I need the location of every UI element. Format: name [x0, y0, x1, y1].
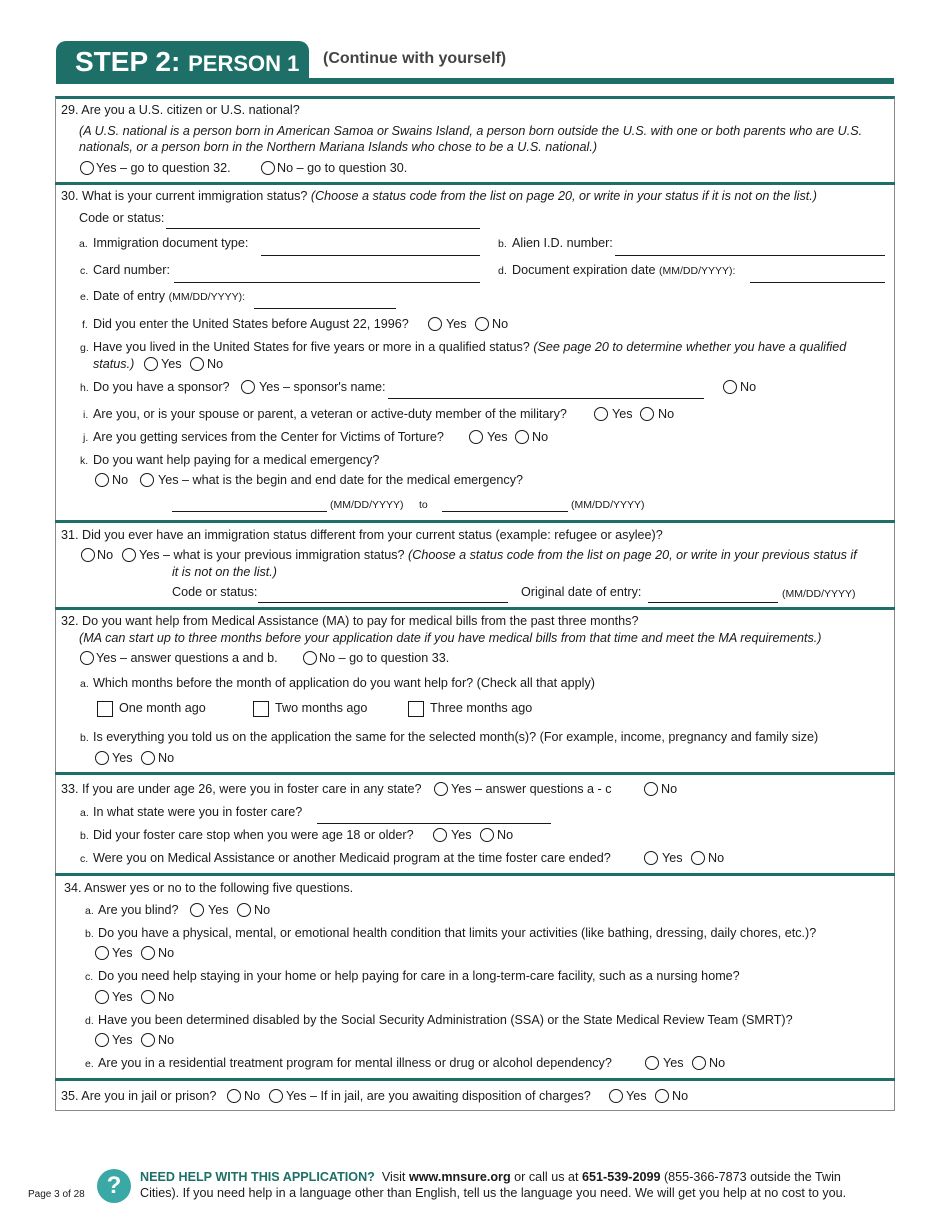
q33-c-letter: c. — [80, 853, 89, 865]
q30-j-label: Are you getting services from the Center for Victims of Torture? — [93, 430, 444, 444]
q30-j-yes-label: Yes — [487, 430, 508, 444]
q32-b-yes-radio[interactable] — [95, 751, 109, 765]
q29-no-label: No – go to question 30. — [277, 161, 408, 175]
q30-k-yes-label: Yes – what is the begin and end date for the medical emergency? — [158, 473, 523, 487]
q30-h-no-radio[interactable] — [723, 380, 737, 394]
help-line-1: NEED HELP WITH THIS APPLICATION? Visit www.mnsure.org or call us at 651-539-2099 (855-366-7873 outside the Twin — [140, 1170, 841, 1184]
help-line-2: Cities). If you need help in a language other than English, tell us the language you need. We will get you help at no cost to you. — [140, 1186, 847, 1200]
section-divider — [55, 520, 895, 523]
q34-a-no-label: No — [254, 903, 271, 917]
q32-two-months-label: Two months ago — [275, 701, 368, 715]
q33-yes-radio[interactable] — [434, 782, 448, 796]
q30-code-label: Code or status: — [79, 211, 165, 225]
q34-b-letter: b. — [85, 928, 94, 940]
q30-i-label: Are you, or is your spouse or parent, a veteran or active-duty member of the military? — [93, 407, 567, 421]
mnsure-link[interactable]: www.mnsure.org — [408, 1170, 511, 1184]
q30-g-note-2: status.) — [93, 357, 135, 371]
q30-g-no-label: No — [207, 357, 224, 371]
q29-question: 29. Are you a U.S. citizen or U.S. national? — [61, 103, 300, 117]
q30-f-yes-label: Yes — [446, 317, 467, 331]
q30-f-no-label: No — [492, 317, 509, 331]
q34-e-yes-label: Yes — [663, 1056, 684, 1070]
q31-code-label: Code or status: — [172, 585, 258, 599]
q34-a-letter: a. — [85, 905, 94, 917]
q30-h-letter: h. — [80, 382, 89, 394]
q33-b-label: Did your foster care stop when you were age 18 or older? — [93, 828, 414, 842]
header-subtitle: (Continue with yourself) — [323, 50, 507, 67]
q32-note: (MA can start up to three months before your application date if you have medical bills from that time and meet the MA requirements.) — [79, 631, 822, 645]
q30-c-letter: c. — [80, 265, 89, 277]
q32-b-label: Is everything you told us on the application the same for the selected month(s)? (For example, income, pregnancy and family size) — [93, 730, 819, 744]
q33-c-label: Were you on Medical Assistance or another Medicaid program at the time foster care ended? — [93, 851, 611, 865]
q34-e-no-radio[interactable] — [692, 1056, 706, 1070]
q31-entry-format: (MM/DD/YYYY) — [782, 588, 856, 600]
q30-entry-date-field[interactable] — [254, 308, 396, 309]
q29-no-radio[interactable] — [261, 161, 275, 175]
q35-yes-label: Yes – If in jail, are you awaiting disposition of charges? — [286, 1089, 591, 1103]
q30-h-label: Do you have a sponsor? — [93, 380, 230, 394]
q33-b-yes-radio[interactable] — [433, 828, 447, 842]
q29-note-1: (A U.S. national is a person born in American Samoa or Swains Island, a person born outside the U.S. with one or both parents who are U.S. — [79, 124, 863, 138]
q30-g-letter: g. — [80, 342, 89, 354]
q30-k-no-radio[interactable] — [95, 473, 109, 487]
q35-jail-no-radio[interactable] — [655, 1089, 669, 1103]
q34-b-no-radio[interactable] — [141, 946, 155, 960]
q32-b-no-label: No — [158, 751, 175, 765]
q35-question: 35. Are you in jail or prison? — [61, 1089, 217, 1103]
q33-c-yes-radio[interactable] — [644, 851, 658, 865]
q30-k-end-date-field[interactable] — [442, 511, 568, 512]
q30-d-letter: d. — [498, 265, 507, 277]
q30-h-yes-radio[interactable] — [241, 380, 255, 394]
q32-a-label: Which months before the month of application do you want help for? (Check all that apply) — [93, 676, 595, 690]
q33-a-letter: a. — [80, 807, 89, 819]
q32-question: 32. Do you want help from Medical Assistance (MA) to pay for medical bills from the past three months? — [61, 614, 639, 628]
q31-entry-label: Original date of entry: — [521, 585, 642, 599]
q34-e-letter: e. — [85, 1058, 94, 1070]
q34-c-yes-label: Yes — [112, 990, 133, 1004]
q30-f-no-radio[interactable] — [475, 317, 489, 331]
q34-a-yes-radio[interactable] — [190, 903, 204, 917]
section-divider — [55, 873, 895, 876]
q30-b-letter: b. — [498, 238, 507, 250]
q30-f-letter: f. — [82, 319, 88, 331]
q32-yes-label: Yes – answer questions a and b. — [96, 651, 278, 665]
q30-c-label: Card number: — [93, 263, 170, 277]
q34-c-letter: c. — [85, 971, 94, 983]
q29-yes-radio[interactable] — [80, 161, 94, 175]
q32-a-letter: a. — [80, 678, 89, 690]
q32-b-yes-label: Yes — [112, 751, 133, 765]
q34-d-label: Have you been determined disabled by the Social Security Administration (SSA) or the State Medical Review Team (SMRT)? — [98, 1013, 793, 1027]
q31-entry-date-field[interactable] — [648, 602, 778, 603]
q35-yes-radio[interactable] — [269, 1089, 283, 1103]
q33-c-yes-label: Yes — [662, 851, 683, 865]
q34-e-label: Are you in a residential treatment program for mental illness or drug or alcohol dependency? — [98, 1056, 612, 1070]
q35-no-label: No — [244, 1089, 261, 1103]
q33-b-no-radio[interactable] — [480, 828, 494, 842]
q34-d-yes-label: Yes — [112, 1033, 133, 1047]
q30-d-label: Document expiration date (MM/DD/YYYY): — [512, 263, 736, 277]
q33-question: 33. If you are under age 26, were you in foster care in any state? — [61, 782, 422, 796]
q30-j-yes-radio[interactable] — [469, 430, 483, 444]
q30-h-no-label: No — [740, 380, 757, 394]
q33-no-label: No — [661, 782, 678, 796]
section-divider — [55, 182, 895, 185]
q30-a-letter: a. — [79, 238, 88, 250]
q30-j-letter: j. — [83, 432, 89, 444]
q33-b-no-label: No — [497, 828, 514, 842]
q32-one-month-label: One month ago — [119, 701, 206, 715]
section-divider — [55, 607, 895, 610]
q30-a-label: Immigration document type: — [93, 236, 249, 250]
q30-h-yes-label: Yes – sponsor's name: — [259, 380, 386, 394]
q34-b-label: Do you have a physical, mental, or emotional health condition that limits your activities (like bathing, dressing, daily chores, etc.)? — [98, 926, 817, 940]
q34-intro: 34. Answer yes or no to the following five questions. — [64, 881, 354, 895]
q32-no-radio[interactable] — [303, 651, 317, 665]
q30-b-label: Alien I.D. number: — [512, 236, 613, 250]
q35-jail-yes-label: Yes — [626, 1089, 647, 1103]
q30-code-field[interactable] — [166, 228, 480, 229]
q30-g-label: Have you lived in the United States for five years or more in a qualified status? (See page 20 to determine whether you have a qualified — [93, 340, 847, 354]
q30-i-yes-label: Yes — [612, 407, 633, 421]
section-divider — [55, 772, 895, 775]
q31-question: 31. Did you ever have an immigration status different from your current status (example: refugee or asylee)? — [61, 528, 663, 542]
q30-question: 30. What is your current immigration status? (Choose a status code from the list on page 20, or write in your status if it is not on the list.) — [61, 189, 817, 203]
q30-i-yes-radio[interactable] — [594, 407, 608, 421]
q33-a-label: In what state were you in foster care? — [93, 805, 303, 819]
q30-g-yes-radio[interactable] — [144, 357, 158, 371]
q31-no-radio[interactable] — [81, 548, 95, 562]
q31-note-2: it is not on the list.) — [172, 565, 277, 579]
q33-c-no-label: No — [708, 851, 725, 865]
q30-i-letter: i. — [83, 409, 89, 421]
q32-three-months-checkbox[interactable] — [408, 701, 424, 717]
q30-card-number-field[interactable] — [174, 282, 480, 283]
q30-e-letter: e. — [80, 291, 89, 303]
q30-alien-id-field[interactable] — [615, 255, 885, 256]
q30-j-no-label: No — [532, 430, 549, 444]
q31-yes-label: Yes – what is your previous immigration status? (Choose a status code from the list on page 20, or write in your previous status if — [139, 548, 857, 562]
q34-b-yes-label: Yes — [112, 946, 133, 960]
q33-no-radio[interactable] — [644, 782, 658, 796]
section-divider — [55, 1078, 895, 1081]
q29-note-2: nationals, or a person born in the Northern Mariana Islands who chose to be a U.S. national.) — [79, 140, 598, 154]
q34-c-yes-radio[interactable] — [95, 990, 109, 1004]
q34-d-letter: d. — [85, 1015, 94, 1027]
q29-yes-label: Yes – go to question 32. — [96, 161, 231, 175]
q34-b-no-label: No — [158, 946, 175, 960]
q33-yes-label: Yes – answer questions a - c — [451, 782, 612, 796]
q32-b-no-radio[interactable] — [141, 751, 155, 765]
q35-jail-yes-radio[interactable] — [609, 1089, 623, 1103]
q32-no-label: No – go to question 33. — [319, 651, 450, 665]
q34-a-yes-label: Yes — [208, 903, 229, 917]
q30-g-yes-label: Yes — [161, 357, 182, 371]
q33-b-yes-label: Yes — [451, 828, 472, 842]
q35-no-radio[interactable] — [227, 1089, 241, 1103]
step-title: STEP 2: PERSON 1 — [75, 46, 300, 77]
q30-document-type-field[interactable] — [261, 255, 480, 256]
q34-c-no-label: No — [158, 990, 175, 1004]
q34-d-no-radio[interactable] — [141, 1033, 155, 1047]
q34-e-no-label: No — [709, 1056, 726, 1070]
q34-b-yes-radio[interactable] — [95, 946, 109, 960]
q30-f-label: Did you enter the United States before August 22, 1996? — [93, 317, 409, 331]
q30-sponsor-name-field[interactable] — [388, 398, 704, 399]
q33-b-letter: b. — [80, 830, 89, 842]
q34-c-label: Do you need help staying in your home or help paying for care in a long-term-care facility, such as a nursing home? — [98, 969, 740, 983]
q35-jail-no-label: No — [672, 1089, 689, 1103]
q34-a-label: Are you blind? — [98, 903, 179, 917]
q30-j-no-radio[interactable] — [515, 430, 529, 444]
q32-three-months-label: Three months ago — [430, 701, 533, 715]
help-question-icon: ? — [97, 1169, 131, 1203]
q34-c-no-radio[interactable] — [141, 990, 155, 1004]
page-number: Page 3 of 28 — [28, 1189, 85, 1200]
q30-k-format-2: (MM/DD/YYYY) — [571, 499, 645, 511]
q34-a-no-radio[interactable] — [237, 903, 251, 917]
q30-k-begin-date-field[interactable] — [172, 511, 327, 512]
q30-e-label: Date of entry (MM/DD/YYYY): — [93, 289, 246, 303]
q30-i-no-label: No — [658, 407, 675, 421]
q31-yes-radio[interactable] — [122, 548, 136, 562]
q30-k-letter: k. — [80, 455, 89, 467]
q32-yes-radio[interactable] — [80, 651, 94, 665]
q32-b-letter: b. — [80, 732, 89, 744]
q30-k-to: to — [419, 499, 428, 511]
q34-d-no-label: No — [158, 1033, 175, 1047]
q33-state-field[interactable] — [317, 823, 551, 824]
q30-k-no-label: No — [112, 473, 129, 487]
q34-d-yes-radio[interactable] — [95, 1033, 109, 1047]
q30-g-no-radio[interactable] — [190, 357, 204, 371]
q32-one-month-checkbox[interactable] — [97, 701, 113, 717]
q30-k-label: Do you want help paying for a medical emergency? — [93, 453, 380, 467]
q33-c-no-radio[interactable] — [691, 851, 705, 865]
q30-f-yes-radio[interactable] — [428, 317, 442, 331]
q32-two-months-checkbox[interactable] — [253, 701, 269, 717]
q30-k-yes-radio[interactable] — [140, 473, 154, 487]
q34-e-yes-radio[interactable] — [645, 1056, 659, 1070]
q30-expiration-field[interactable] — [750, 282, 885, 283]
q31-no-label: No — [97, 548, 114, 562]
q30-k-format-1: (MM/DD/YYYY) — [330, 499, 404, 511]
q31-code-field[interactable] — [258, 602, 508, 603]
q30-i-no-radio[interactable] — [640, 407, 654, 421]
